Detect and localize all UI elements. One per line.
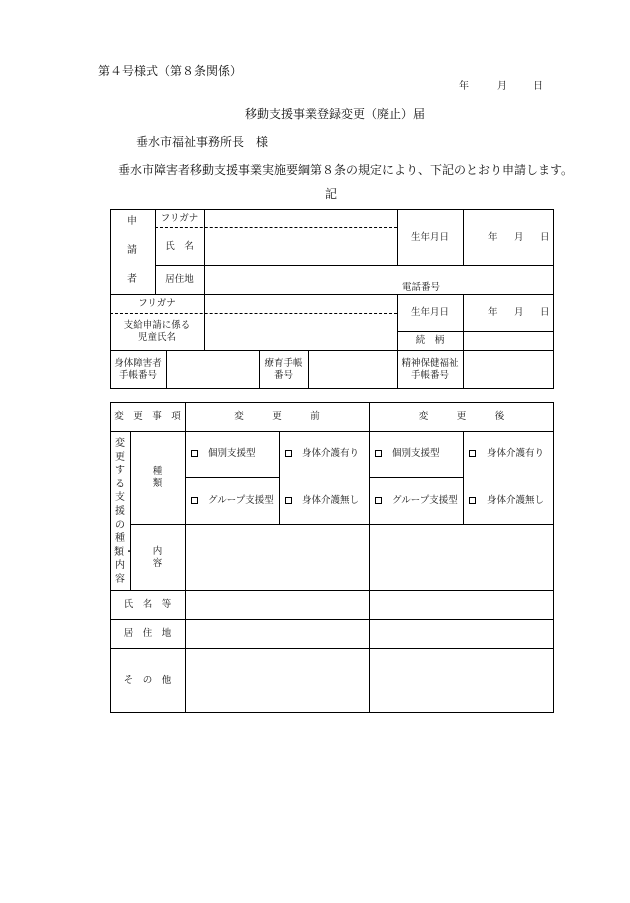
before-care-yes-checkbox[interactable] xyxy=(285,450,292,457)
col-divider xyxy=(463,350,464,389)
after-care-no-checkbox[interactable] xyxy=(469,497,476,504)
child-name-label: 支給申請に係る 児童氏名 xyxy=(123,320,191,343)
address-label: 居住地 xyxy=(165,274,194,286)
other-row-label: そ の 他 xyxy=(123,675,172,687)
col-divider xyxy=(463,209,464,265)
row-divider xyxy=(369,477,463,478)
date-month-label: 月 xyxy=(497,81,507,92)
before-header: 変 更 前 xyxy=(234,411,320,423)
after-care-yes-checkbox[interactable] xyxy=(469,450,476,457)
applicant-char-1: 申 xyxy=(127,216,137,227)
applicant-char-2: 請 xyxy=(127,245,137,256)
row-divider xyxy=(110,350,554,351)
before-care-yes-label: 身体介護有り xyxy=(302,448,360,459)
before-care-no-label: 身体介護無し xyxy=(302,495,360,506)
name-row-label: 氏 名 等 xyxy=(123,599,172,611)
after-individual-label: 個別支援型 xyxy=(392,448,440,459)
child-furigana-label: フリガナ xyxy=(138,298,176,310)
birth-day-label: 日 xyxy=(540,232,550,243)
child-birth-day-label: 日 xyxy=(540,307,550,318)
birthdate-label: 生年月日 xyxy=(410,231,449,243)
date-year-label: 年 xyxy=(459,81,469,92)
address-row-label: 居 住 地 xyxy=(123,628,172,640)
before-individual-checkbox[interactable] xyxy=(191,450,198,457)
row-divider xyxy=(185,477,279,478)
col-divider xyxy=(204,209,205,350)
support-change-side-label: 変更する支援の種類・内容 xyxy=(114,438,134,585)
applicant-char-3: 者 xyxy=(127,274,137,285)
col-divider xyxy=(463,294,464,350)
phone-label: 電話番号 xyxy=(402,282,441,293)
after-group-checkbox[interactable] xyxy=(375,497,382,504)
statement: 垂水市障害者移動支援事業実施要綱第８条の規定により、下記のとおり申請します。 xyxy=(118,163,574,177)
furigana-label: フリガナ xyxy=(160,212,199,224)
content-label: 内 容 xyxy=(152,545,163,569)
col-divider xyxy=(279,431,280,524)
date-day-label: 日 xyxy=(533,81,543,92)
col-divider xyxy=(185,402,186,713)
ryoiku-cert-label: 療育手帳 番号 xyxy=(264,358,303,381)
birth-year-label: 年 xyxy=(488,232,498,243)
physical-cert-label: 身体障害者 手帳番号 xyxy=(114,358,162,381)
after-group-label: グループ支援型 xyxy=(392,495,458,506)
item-header: 変 更 事 項 xyxy=(114,411,181,423)
name-label: 氏 名 xyxy=(165,240,194,252)
after-header: 変 更 後 xyxy=(418,411,505,423)
child-birth-year-label: 年 xyxy=(488,307,498,318)
col-divider xyxy=(308,350,309,389)
before-group-checkbox[interactable] xyxy=(191,497,198,504)
before-care-no-checkbox[interactable] xyxy=(285,497,292,504)
col-divider xyxy=(369,402,370,713)
row-divider xyxy=(130,524,554,525)
form-number: 第４号様式（第８条関係） xyxy=(98,64,243,78)
child-birthdate-label: 生年月日 xyxy=(410,307,449,319)
after-care-no-label: 身体介護無し xyxy=(487,495,545,506)
col-divider xyxy=(463,431,464,524)
before-group-label: グループ支援型 xyxy=(208,495,274,506)
ki-label: 記 xyxy=(325,187,338,201)
addressee: 垂水市福祉事務所長 様 xyxy=(136,135,269,149)
after-care-yes-label: 身体介護有り xyxy=(487,448,545,459)
row-divider xyxy=(155,265,554,266)
before-individual-label: 個別支援型 xyxy=(208,448,256,459)
page-title: 移動支援事業登録変更（廃止）届 xyxy=(245,107,426,121)
relation-label: 続 柄 xyxy=(415,335,445,347)
mental-cert-label: 精神保健福祉 手帳番号 xyxy=(401,358,459,381)
kind-label: 種 類 xyxy=(152,466,163,489)
col-divider xyxy=(166,350,167,389)
child-birth-month-label: 月 xyxy=(514,307,524,318)
after-individual-checkbox[interactable] xyxy=(375,450,382,457)
birth-month-label: 月 xyxy=(514,232,524,243)
